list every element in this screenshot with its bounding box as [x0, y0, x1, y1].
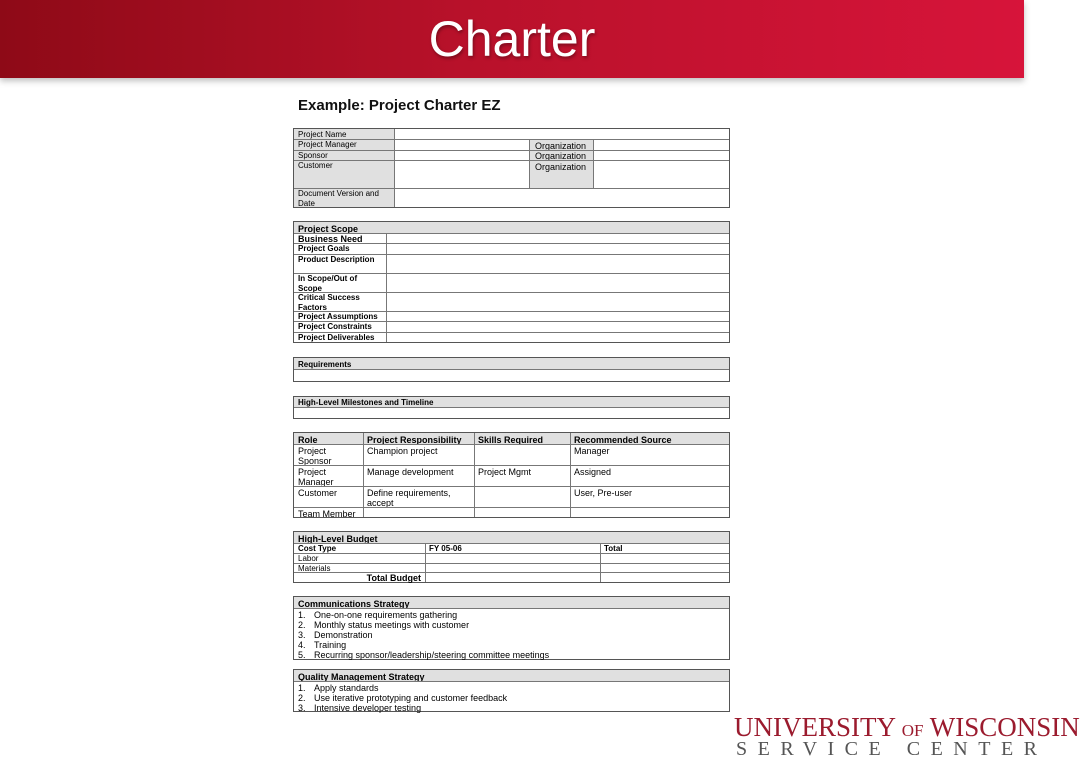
role-cell: Project Manager: [298, 467, 334, 487]
doc-version-label: Document Version and Date: [298, 189, 379, 208]
requirements-title: Requirements: [298, 360, 352, 369]
scope-row: Project Constraints: [298, 322, 372, 331]
title-banner: [0, 0, 1024, 78]
role-cell: Manage development: [367, 467, 454, 477]
budget-header: FY 05-06: [429, 544, 462, 553]
milestones-table: [293, 396, 730, 419]
list-item: 2. Use iterative prototyping and customer feedback: [298, 693, 508, 703]
role-cell: User, Pre-user: [574, 488, 633, 498]
roles-header: Recommended Source: [574, 435, 672, 445]
scope-row: Project Goals: [298, 244, 350, 253]
budget-header: Total: [604, 544, 623, 553]
charter-heading: Example: Project Charter EZ: [298, 97, 501, 114]
project-name-label: Project Name: [298, 130, 347, 139]
communications-list: [294, 609, 724, 661]
project-manager-label: Project Manager: [298, 140, 357, 149]
list-item: 5. Recurring sponsor/leadership/steering committee meetings: [298, 650, 550, 660]
project-scope-table: [293, 221, 730, 343]
role-cell: Champion project: [367, 446, 438, 456]
list-item: 3. Demonstration: [298, 630, 373, 640]
scope-title: Project Scope: [298, 224, 359, 234]
budget-table: [293, 531, 730, 583]
role-cell: Team Member: [298, 509, 356, 519]
project-info-table: [293, 128, 730, 208]
quality-list: [294, 682, 724, 714]
role-cell: [474, 487, 570, 489]
logo-service-center: SERVICE CENTER: [736, 738, 1048, 760]
scope-row: Critical Success Factors: [298, 293, 360, 312]
role-cell: [474, 445, 570, 447]
budget-title: High-Level Budget: [298, 534, 378, 544]
organization-label-3: Organization: [535, 162, 587, 172]
uw-service-center-logo: [734, 708, 1080, 768]
roles-table: [293, 432, 730, 518]
list-item: 3. Intensive developer testing: [298, 703, 422, 713]
scope-row: In Scope/Out of Scope: [298, 274, 358, 293]
scope-row: Project Assumptions: [298, 312, 378, 321]
scope-row: Product Description: [298, 255, 375, 264]
customer-label: Customer: [298, 161, 333, 170]
total-budget-label: Total Budget: [366, 573, 421, 583]
scope-row: Project Deliverables: [298, 333, 375, 342]
roles-header: Skills Required: [478, 435, 544, 445]
role-cell: Customer: [298, 488, 338, 498]
list-item: 2. Monthly status meetings with customer: [298, 620, 470, 630]
scope-row: Business Need: [298, 234, 363, 244]
communications-table: [293, 596, 730, 660]
budget-row-label: Materials: [298, 564, 331, 573]
requirements-table: [293, 357, 730, 382]
roles-header: Project Responsibility: [367, 435, 462, 445]
logo-university-wisconsin: UNIVERSITY OF WISCONSIN: [734, 712, 1080, 742]
organization-label-2: Organization: [535, 151, 587, 161]
role-cell: Project Sponsor: [298, 446, 332, 466]
roles-header: Role: [298, 435, 318, 445]
budget-row-label: Labor: [298, 554, 319, 563]
quality-title: Quality Management Strategy: [298, 672, 425, 682]
role-cell: Assigned: [574, 467, 612, 477]
role-cell: Define requirements, accept: [367, 488, 451, 508]
list-item: 4. Training: [298, 640, 347, 650]
slide-title: Charter: [428, 11, 596, 67]
communications-title: Communications Strategy: [298, 599, 410, 609]
milestones-title: High-Level Milestones and Timeline: [298, 398, 434, 407]
role-cell: Manager: [574, 446, 610, 456]
role-cell: Project Mgmt: [478, 467, 532, 477]
organization-label-1: Organization: [535, 141, 587, 151]
quality-table: [293, 669, 730, 712]
budget-header: Cost Type: [298, 544, 337, 553]
list-item: 1. One-on-one requirements gathering: [298, 610, 458, 620]
sponsor-label: Sponsor: [298, 151, 328, 160]
list-item: 1. Apply standards: [298, 683, 379, 693]
